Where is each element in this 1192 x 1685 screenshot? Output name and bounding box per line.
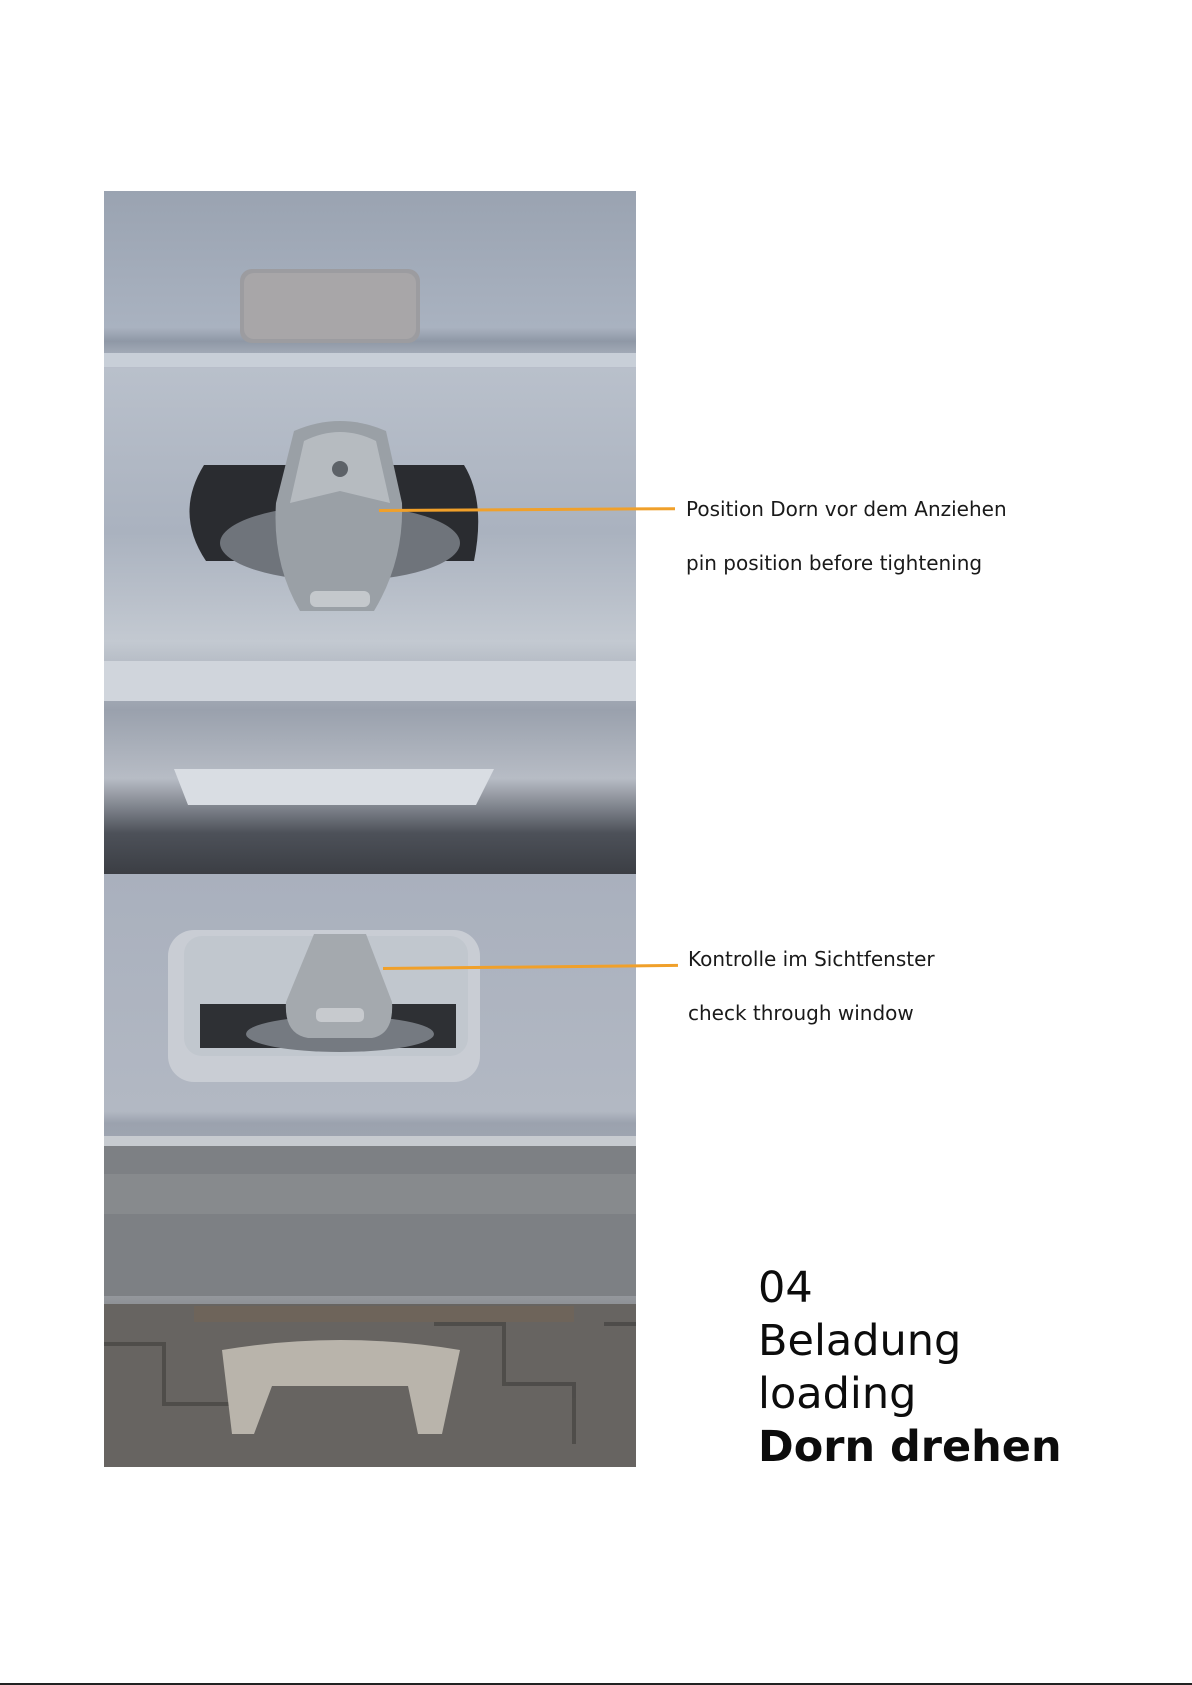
section-title-de: Beladung bbox=[758, 1316, 962, 1366]
section-title-en: loading bbox=[758, 1369, 917, 1419]
section-subtitle: Dorn drehen bbox=[758, 1422, 1062, 1472]
photo-pin-illustration bbox=[104, 191, 636, 874]
photo-pin-before-tightening bbox=[104, 191, 636, 874]
callout-first-de: Position Dorn vor dem Anziehen bbox=[686, 497, 1007, 521]
callout-second-de: Kontrolle im Sichtfenster bbox=[688, 947, 935, 971]
section-title-block bbox=[758, 1262, 1062, 1474]
callout-second-en: check through window bbox=[688, 1001, 914, 1025]
callout-first-en: pin position before tightening bbox=[686, 551, 983, 575]
photo-check-window bbox=[104, 874, 636, 1467]
section-number: 04 bbox=[758, 1263, 813, 1313]
photo-window-illustration bbox=[104, 874, 636, 1467]
